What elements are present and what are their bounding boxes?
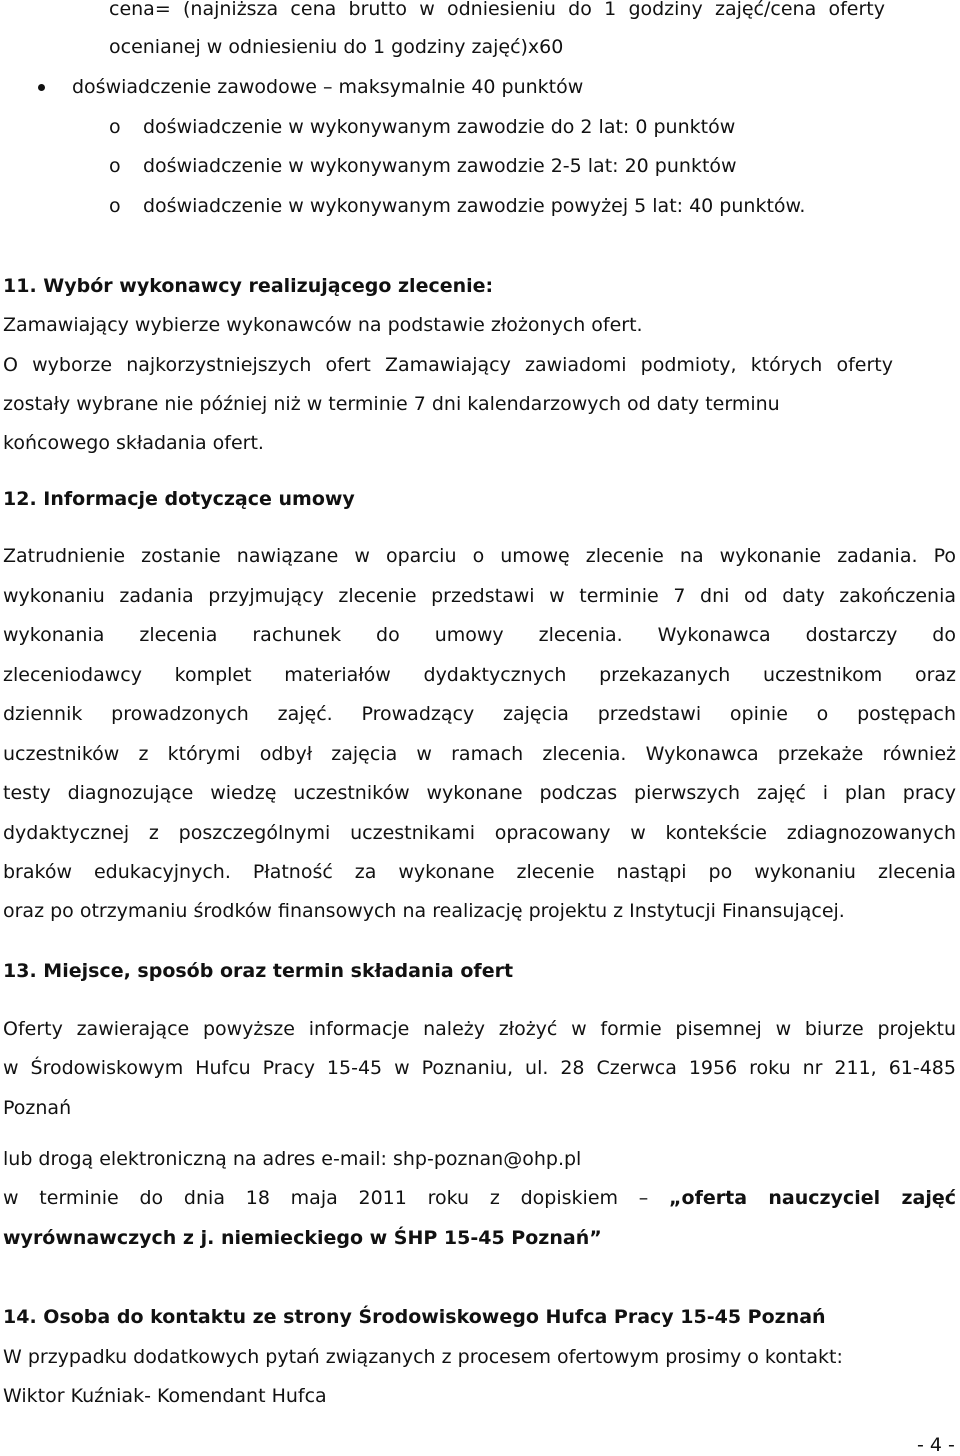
deadline-emphasis-line-2: wyrównawczych z j. niemieckiego w ŚHP 15-45 Poznań” [3, 1227, 602, 1249]
paragraph-line: wykonania zlecenia rachunek do umowy zlecenia. Wykonawca dostarczy do [3, 624, 956, 646]
paragraph-line: Zamawiający wybierze wykonawców na podstawie złożonych ofert. [3, 314, 643, 336]
experience-bullet-label: doświadczenie zawodowe – maksymalnie 40 punktów [72, 76, 584, 98]
sub-bullet-marker: o [109, 195, 121, 217]
paragraph-line: braków edukacyjnych. Płatność za wykonane zlecenie nastąpi po wykonaniu zlecenia [3, 861, 956, 883]
experience-item: doświadczenie w wykonywanym zawodzie 2-5 lat: 20 punktów [143, 155, 737, 177]
deadline-line [3, 1189, 956, 1208]
paragraph-line: Zatrudnienie zostanie nawiązane w oparciu o umowę zlecenie na wykonanie zadania. Po [3, 545, 956, 567]
section-number: 12. [3, 488, 37, 510]
paragraph-line: końcowego składania ofert. [3, 432, 264, 454]
section-title: Informacje dotyczące umowy [43, 488, 355, 510]
email-line [3, 1150, 581, 1169]
section-number: 11. [3, 275, 37, 297]
sub-bullet-marker: o [109, 155, 121, 177]
paragraph-line: Poznań [3, 1097, 72, 1119]
paragraph-line: testy diagnozujące wiedzę uczestników wykonane podczas pierwszych zajęć i plan pracy [3, 782, 956, 804]
contact-person: Wiktor Kuźniak- Komendant Hufca [3, 1385, 327, 1407]
section-title: Miejsce, sposób oraz termin składania ofert [43, 960, 514, 982]
paragraph-line: dydaktycznej z poszczególnymi uczestnikami opracowany w kontekście zdiagnozowanych [3, 822, 956, 844]
section-13-heading [3, 962, 513, 981]
section-12-heading [3, 490, 355, 509]
sub-bullet-marker: o [109, 116, 121, 138]
paragraph-line: O wyborze najkorzystniejszych ofert Zamawiający zawiadomi podmioty, których oferty [3, 354, 893, 376]
formula-line-1: cena= (najniższa cena brutto w odniesieniu do 1 godziny zajęć/cena oferty [109, 0, 885, 20]
section-number: 13. [3, 960, 37, 982]
email-text: lub drogą elektroniczną na adres e-mail: shp-poznan@ohp.pl [3, 1148, 582, 1170]
section-title: Wybór wykonawcy realizującego zlecenie: [43, 275, 494, 297]
paragraph-line: wykonaniu zadania przyjmujący zlecenie przedstawi w terminie 7 dni od daty zakończenia [3, 585, 956, 607]
paragraph-line: oraz po otrzymaniu środków finansowych na realizację projektu z Instytucji Finansującej. [3, 900, 845, 922]
paragraph-line: dziennik prowadzonych zajęć. Prowadzący zajęcia przedstawi opinie o postępach [3, 703, 956, 725]
paragraph-line: Oferty zawierające powyższe informacje należy złożyć w formie pisemnej w biurze projektu [3, 1018, 956, 1040]
deadline-emphasis: „oferta nauczyciel zajęć [669, 1187, 956, 1209]
section-14-heading [3, 1308, 826, 1327]
paragraph-line: uczestników z którymi odbył zajęcia w ramach zlecenia. Wykonawca przekaże również [3, 743, 956, 765]
page-number: - 4 - [917, 1434, 955, 1456]
experience-item: doświadczenie w wykonywanym zawodzie do 2 lat: 0 punktów [143, 116, 736, 138]
deadline-text: w terminie do dnia 18 maja 2011 roku z dopiskiem – [3, 1187, 670, 1209]
paragraph-line: zostały wybrane nie później niż w terminie 7 dni kalendarzowych od daty terminu [3, 393, 780, 415]
section-title: Osoba do kontaktu ze strony Środowiskowego Hufca Pracy 15-45 Poznań [43, 1306, 826, 1328]
experience-item: doświadczenie w wykonywanym zawodzie powyżej 5 lat: 40 punktów. [143, 195, 806, 217]
section-11-heading [3, 277, 493, 296]
formula-line-2: ocenianej w odniesieniu do 1 godziny zajęć)x60 [109, 36, 564, 58]
bullet-dot [38, 84, 45, 91]
section-number: 14. [3, 1306, 37, 1328]
paragraph-line: W przypadku dodatkowych pytań związanych z procesem ofertowym prosimy o kontakt: [3, 1346, 843, 1368]
paragraph-line: w Środowiskowym Hufcu Pracy 15-45 w Poznaniu, ul. 28 Czerwca 1956 roku nr 211, 61-485 [3, 1057, 956, 1079]
paragraph-line: zleceniodawcy komplet materiałów dydaktycznych przekazanych uczestnikom oraz [3, 664, 956, 686]
